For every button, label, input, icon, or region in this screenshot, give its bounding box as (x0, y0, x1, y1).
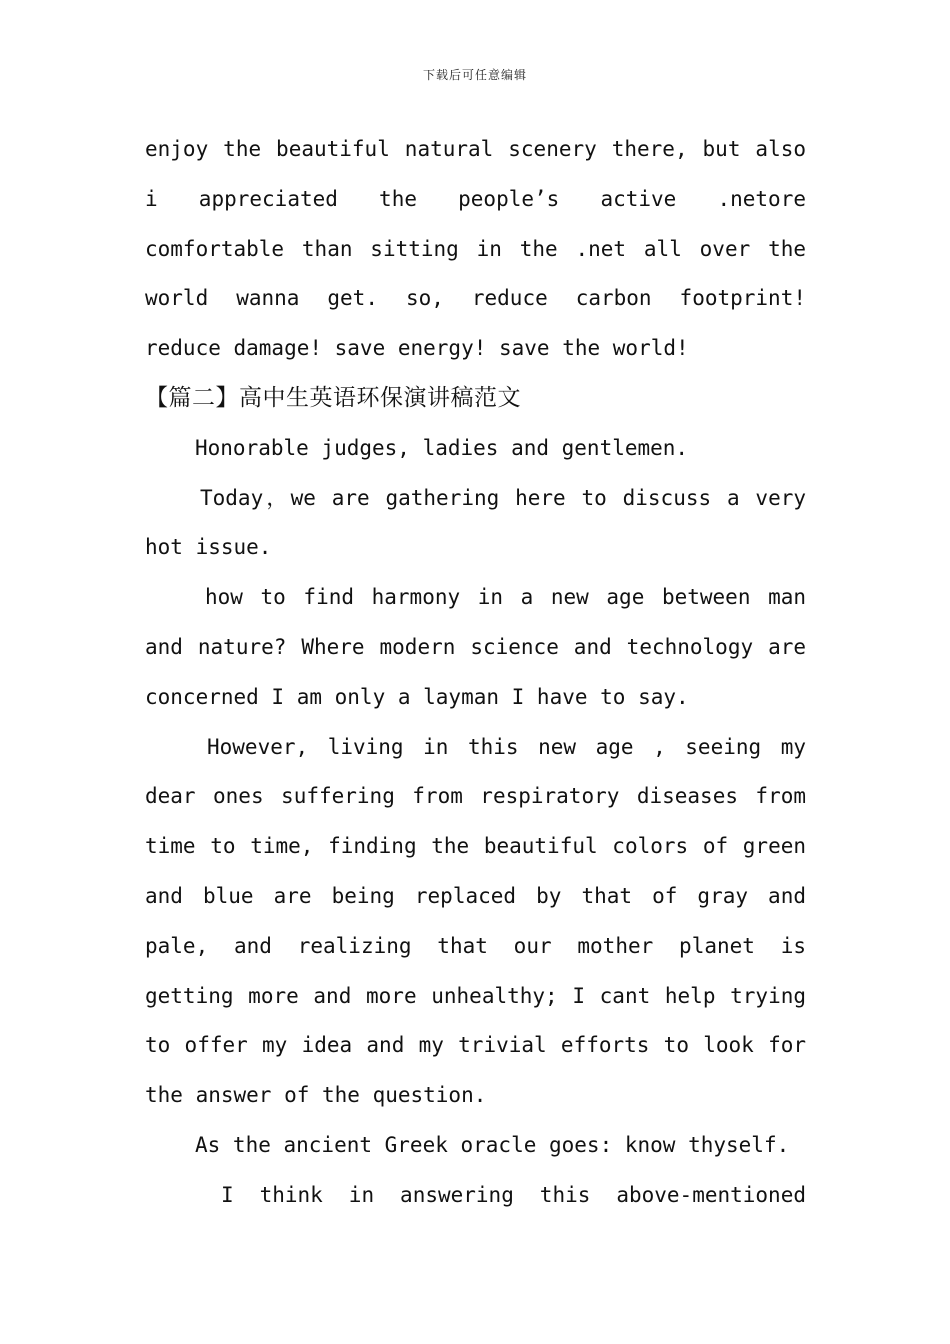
text-line: time to time, finding the beautiful colors of green (145, 834, 806, 859)
text-line: getting more and more unhealthy; I cant help trying (145, 983, 806, 1008)
page-header: 下载后可任意编辑 (422, 68, 527, 82)
text-line: to offer my idea and my trivial efforts to look for (145, 1033, 806, 1058)
text-line: i appreciated the people’s active .netore (145, 186, 806, 211)
text-line: Honorable judges, ladies and gentlemen. (195, 435, 689, 460)
text-line: reduce damage! save energy! save the world! (145, 336, 689, 361)
section-heading: 【篇二】高中生英语环保演讲稿范文 (145, 384, 521, 411)
text-line: concerned I am only a layman I have to say. (145, 684, 689, 709)
text-line: dear ones suffering from respiratory diseases from (145, 784, 806, 809)
text-line: how to find harmony in a new age between man (205, 585, 806, 610)
text-line: enjoy the beautiful natural scenery there, but also (145, 137, 806, 161)
text-line: hot issue. (145, 535, 272, 560)
text-line: As the ancient Greek oracle goes: know thyself. (195, 1132, 790, 1157)
document-body (145, 125, 806, 1221)
text-line: pale, and realizing that our mother planet is (145, 933, 806, 958)
text-line: Today，we are gathering here to discuss a very (200, 485, 806, 510)
text-line: However, living in this new age , seeing my (207, 734, 806, 759)
text-line: and blue are being replaced by that of gray and (145, 883, 806, 908)
text-line: and nature? Where modern science and technology are (145, 634, 806, 659)
text-line: world wanna get. so, reduce carbon footprint! (145, 286, 806, 311)
text-line: comfortable than sitting in the .net all over the (145, 236, 806, 261)
text-line: the answer of the question. (145, 1083, 487, 1108)
text-line: I think in answering this above-mentioned (221, 1182, 806, 1207)
